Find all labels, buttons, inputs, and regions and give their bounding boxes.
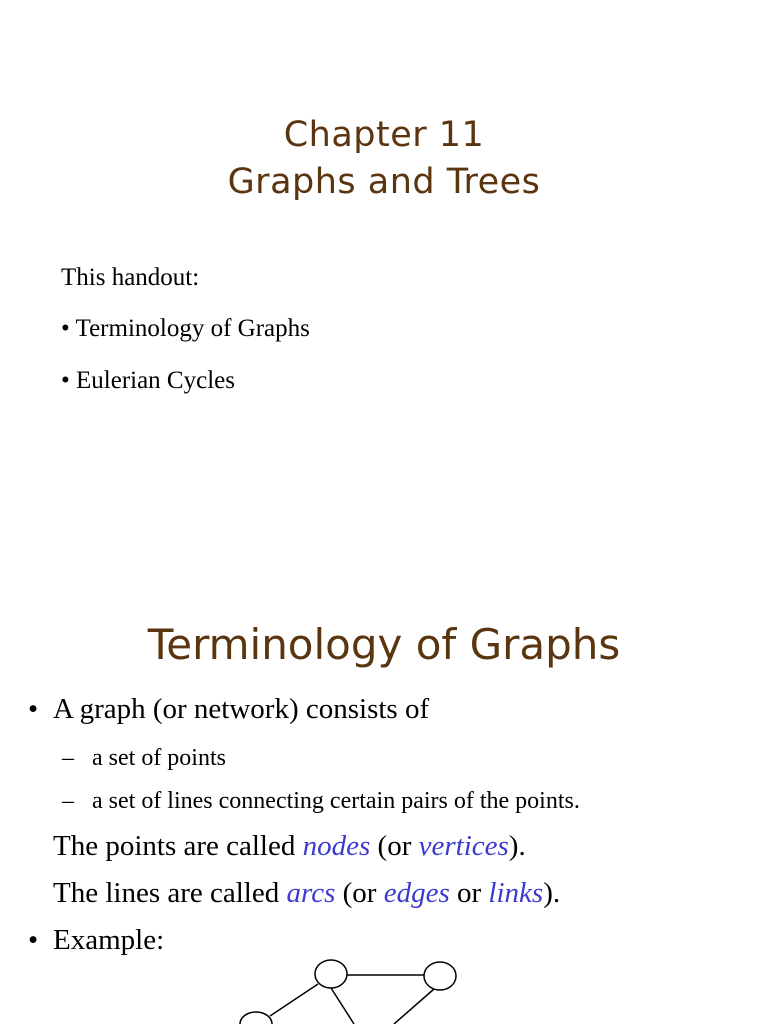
sub-item	[62, 788, 580, 815]
bullet-text: Example:	[53, 924, 165, 956]
dash-marker: –	[62, 745, 74, 771]
arcs-sentence	[53, 877, 560, 910]
bullet-marker: •	[28, 693, 39, 725]
term-arcs: arcs	[286, 877, 336, 909]
graph-node	[240, 1012, 272, 1024]
graph-node	[315, 960, 347, 988]
graph-edge	[394, 989, 434, 1024]
graph-node	[424, 962, 456, 990]
sub-item-text: a set of lines connecting certain pairs of the points.	[92, 788, 580, 814]
sentence-text: The lines are called	[53, 877, 287, 909]
term-links: links	[488, 877, 544, 909]
handout-label: This handout:	[61, 264, 200, 291]
nodes-sentence	[53, 830, 526, 863]
chapter-subtitle: Graphs and Trees	[227, 162, 541, 202]
graph-edge	[331, 988, 354, 1024]
graph-edge	[270, 984, 318, 1016]
sentence-text: The points are called	[53, 830, 303, 862]
bullet-text: A graph (or network) consists of	[53, 693, 430, 725]
sentence-text: or	[449, 877, 489, 909]
term-nodes: nodes	[302, 830, 371, 862]
sentence-text: ).	[508, 830, 526, 862]
slide-title: Terminology of Graphs	[147, 620, 621, 669]
dash-marker: –	[62, 788, 74, 814]
bullet-definition	[28, 693, 429, 726]
term-vertices: vertices	[418, 830, 509, 862]
example-graph	[220, 950, 480, 1024]
sentence-text: (or	[335, 877, 384, 909]
handout-item: • Eulerian Cycles	[61, 367, 235, 394]
sentence-text: (or	[370, 830, 419, 862]
bullet-marker: •	[28, 924, 39, 956]
sentence-text: ).	[543, 877, 561, 909]
sub-item	[62, 745, 226, 772]
handout-item: • Terminology of Graphs	[61, 315, 310, 342]
term-edges: edges	[383, 877, 450, 909]
chapter-title: Chapter 11	[283, 115, 485, 155]
bullet-example	[28, 924, 164, 957]
sub-item-text: a set of points	[92, 745, 226, 771]
